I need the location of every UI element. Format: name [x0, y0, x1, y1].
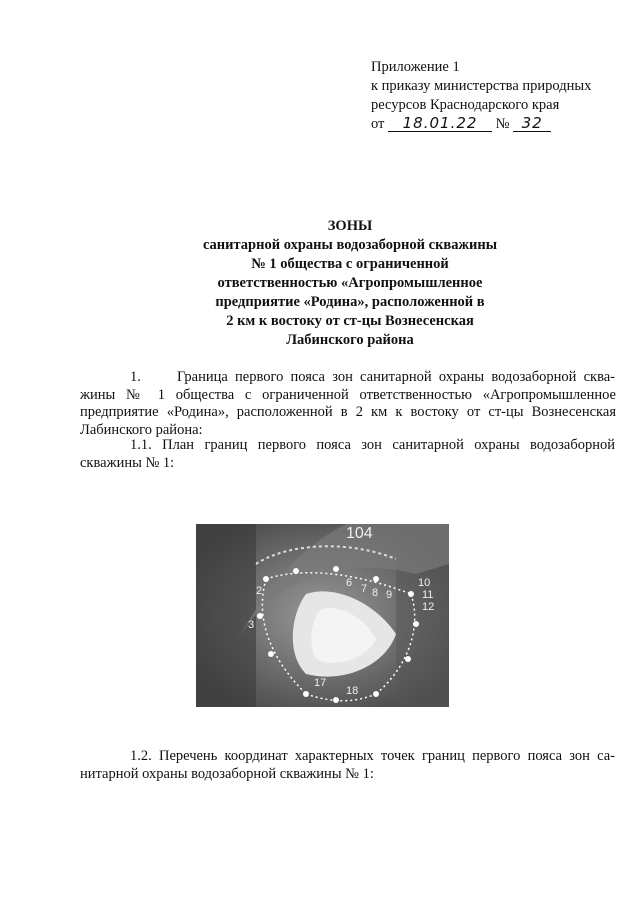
map-label-7: 7: [361, 583, 368, 595]
section-1-line-3: предприятие «Родина», расположенной в 2 км к востоку от ст-цы Вознесенская: [80, 404, 616, 420]
map-label-10: 10: [418, 577, 431, 589]
title-line-7: Лабинского района: [286, 332, 414, 348]
title-line-1: ЗОНЫ: [327, 218, 373, 234]
map-label-2: 2: [256, 585, 263, 597]
section-1-line-4: Лабинского района:: [80, 421, 203, 438]
map-label-12: 12: [422, 601, 435, 613]
section-1-1-line-2: скважины № 1:: [80, 454, 175, 471]
appendix-line-1: Приложение 1: [371, 59, 460, 75]
section-1-1-line-1: 1.1. План границ первого пояса зон санитарной охраны водозаборной: [130, 437, 615, 453]
map-label-8: 8: [372, 587, 379, 599]
section-1-paragraph: [80, 369, 616, 439]
section-1-2-paragraph: [80, 748, 615, 783]
handwritten-number: 32: [513, 116, 551, 132]
appendix-line-2: к приказу министерства природных: [371, 78, 592, 94]
map-label-3: 3: [248, 619, 255, 631]
handwritten-date: 18.01.22: [388, 116, 492, 132]
map-label-6: 6: [346, 577, 353, 589]
section-1-2-line-1: 1.2. Перечень координат характерных точек границ первого пояса зон са-: [130, 748, 615, 764]
date-prefix: от: [371, 116, 385, 132]
number-prefix: №: [495, 116, 510, 132]
section-1-line-2: жины № 1 общества с ограниченной ответственностью «Агропромышленное: [80, 386, 616, 403]
title-line-3: № 1 общества с ограниченной: [251, 256, 449, 272]
section-1-2-line-2: нитарной охраны водозаборной скважины № 1:: [80, 765, 374, 782]
appendix-line-3: ресурсов Краснодарского края: [371, 97, 560, 113]
map-label-18: 18: [346, 685, 359, 697]
boundary-plan-map-image: [196, 524, 449, 707]
map-label-11: 11: [422, 589, 434, 601]
title-line-5: предприятие «Родина», расположенной в: [215, 294, 485, 310]
appendix-header: [371, 58, 621, 134]
section-1-1-paragraph: [80, 437, 615, 472]
document-title: [150, 217, 550, 350]
map-label-104: 104: [346, 525, 373, 542]
appendix-date-line: [371, 115, 621, 134]
map-label-17: 17: [314, 677, 327, 689]
map-label-9: 9: [386, 589, 393, 601]
title-line-4: ответственностью «Агропромышленное: [217, 275, 483, 291]
map-svg: [196, 524, 449, 707]
title-line-6: 2 км к востоку от ст-цы Вознесенская: [226, 313, 474, 329]
section-1-line-1: 1. Граница первого пояса зон санитарной охраны водозаборной сква-: [130, 369, 615, 385]
title-line-2: санитарной охраны водозаборной скважины: [202, 237, 498, 253]
